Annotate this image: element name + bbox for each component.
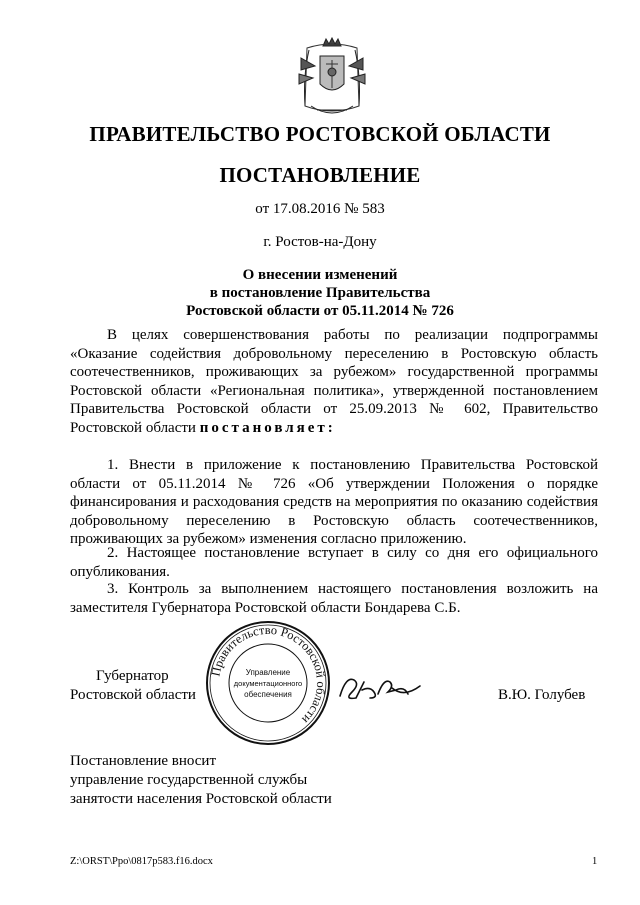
subject-line-3: Ростовской области от 05.11.2014 № 726 [186,303,454,319]
subject-line-2: в постановление Правительства [209,285,431,301]
item-1-paragraph: 1. Внести в приложение к постановлению Правительства Ростовской области от 05.11.2014 № 726 «Об утверждении Положения о порядке финансирования и расходования средств на мероприятия по оказанию содействия добровольному переселению в Ростовскую область соотечественников, проживающих за рубежом» изменения согласно приложению. [70,457,598,547]
date-and-number: от 17.08.2016 № 583 [255,201,385,217]
signatory-position [70,667,210,705]
preamble-paragraph [70,326,598,437]
stamp-inner-line-1: Управление [245,668,291,677]
author-note-line-3: занятости населения Ростовской области [70,791,332,807]
author-note [70,752,332,809]
official-stamp [204,619,332,747]
city: г. Ростов-на-Дону [263,234,377,250]
item-3-paragraph: 3. Контроль за выполнением настоящего постановления возложить на заместителя Губернатора Ростовской области Бондарева С.Б. [70,581,598,616]
handwritten-signature [334,668,434,708]
author-note-line-1: Постановление вносит [70,753,217,769]
position-line-2: Ростовской области [70,687,196,703]
coat-of-arms-emblem [293,36,371,120]
signatory-name: В.Ю. Голубев [498,687,586,703]
preamble-text: В целях совершенствования работы по реализации подпрограммы «Оказание содействия добровольному переселению в Ростовскую область соотечественников, проживающих за рубежом» государственной программы Ростовской области «Региональная политика», утвержденной постановлением Правительства Ростовской области от 25.09.2013 № 602, Правительство Ростовской области [70,327,598,436]
doc-type-title: ПОСТАНОВЛЕНИЕ [219,163,421,187]
decision-word: постановляет: [199,419,336,436]
subject-line-1: О внесении изменений [242,267,398,283]
stamp-inner-line-2: документационного [233,679,303,688]
subject-block [0,266,640,320]
author-note-line-2: управление государственной службы [70,772,308,788]
stamp-ring-text: Правительство Ростовской области [208,622,329,727]
footer-file-path: Z:\ORST\Ppo\0817p583.f16.docx [70,856,213,867]
item-2-paragraph: 2. Настоящее постановление вступает в силу со дня его официального опубликования. [70,545,598,580]
stamp-inner-line-3: обеспечения [244,690,292,699]
footer-page-number: 1 [592,856,598,867]
org-title: ПРАВИТЕЛЬСТВО РОСТОВСКОЙ ОБЛАСТИ [89,122,551,146]
position-line-1: Губернатор [96,668,169,684]
